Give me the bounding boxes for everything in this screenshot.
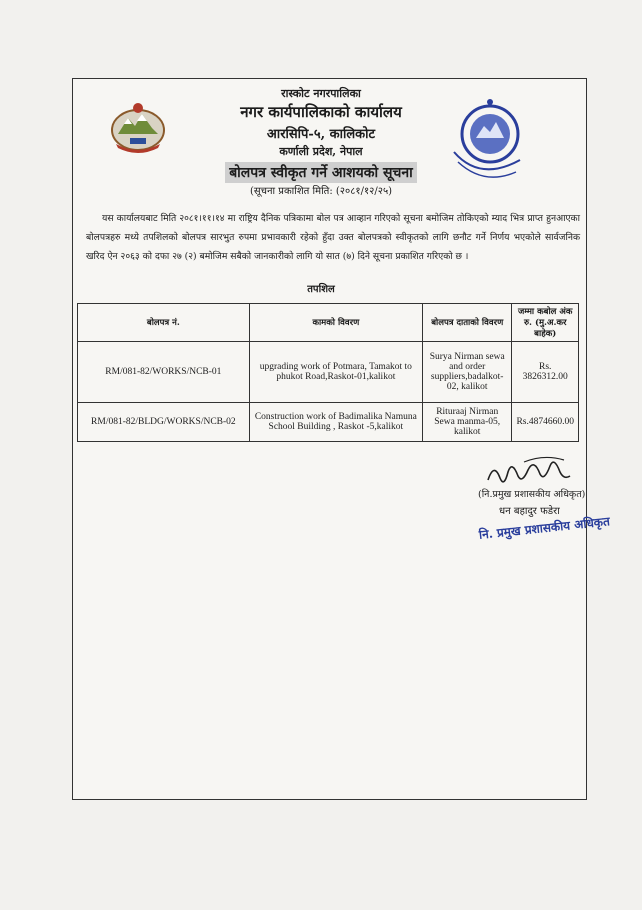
notice-paragraph: यस कार्यालयबाट मिति २०८१।११।१४ मा राष्ट्रिय दैनिक पत्रिकामा बोल पत्र आव्हान गरिएको सूचना बमोजिम तोकिएको म्याद भित्र प्राप्त हुनआएका बोलपत्रहरु मध्ये तपशिलको बोलपत्र सारभुत रुपमा प्रभावकारी रहेको हुँदा उक्त बोलपत्रको स्वीकृतको लागि छनौट गर्ने निर्णय भएकोले सार्वजनिक खरिद ऐन २०६३ को दफा २७ (२) बमोजिम सबैको जानकारीको लागि यो सात (७) दिने सूचना प्रकाशित गरिएको छ । [86,213,580,262]
municipality-name: रास्कोट नगरपालिका [281,87,361,100]
official-stamp: नि. प्रमुख प्रशासकीय अधिकृत [478,514,611,542]
signatory-name: धन बहादुर फडेरा [499,506,560,517]
header-amount: जम्मा कबोल अंक रु. (मु.अ.कर बाहेक) [512,304,579,342]
cell-bidder: Surya Nirman sewa and order suppliers,badalkot-02, kalikot [422,342,511,403]
cell-amount: Rs.4874660.00 [512,403,579,442]
cell-bid-no: RM/081-82/WORKS/NCB-01 [78,342,250,403]
section-title: तपशिल [307,284,335,295]
table-header-row [78,304,579,342]
header-bid-no: बोलपत्र नं. [78,304,250,342]
cell-bidder: Rituraaj Nirman Sewa manma-05, kalikot [422,403,511,442]
notice-title-text: बोलपत्र स्वीकृत गर्ने आशयको सूचना [225,162,417,183]
header-work: कामको विवरण [249,304,422,342]
cell-bid-no: RM/081-82/BLDG/WORKS/NCB-02 [78,403,250,442]
cell-amount: Rs. 3826312.00 [512,342,579,403]
notice-body [86,209,580,266]
header-bidder: बोलपत्र दाताको विवरण [422,304,511,342]
published-date: (सूचना प्रकाशित मिति: (२०८१/१२/२५) [249,186,393,197]
notice-title [0,162,642,183]
office-address: आरसिपि-५, कालिकोट [266,127,376,142]
cell-work: upgrading work of Potmara, Tamakot to phukot Road,Raskot-01,kalikot [249,342,422,403]
bid-table [77,303,579,442]
table-row [78,342,579,403]
table-row [78,403,579,442]
signatory-title: (नि.प्रमुख प्रशासकीय अधिकृत) [478,489,586,500]
office-name: नगर कार्यपालिकाको कार्यालय [240,103,402,121]
cell-work: Construction work of Badimalika Namuna School Building , Raskot -5,kalikot [249,403,422,442]
province-name: कर्णाली प्रदेश, नेपाल [279,145,363,158]
